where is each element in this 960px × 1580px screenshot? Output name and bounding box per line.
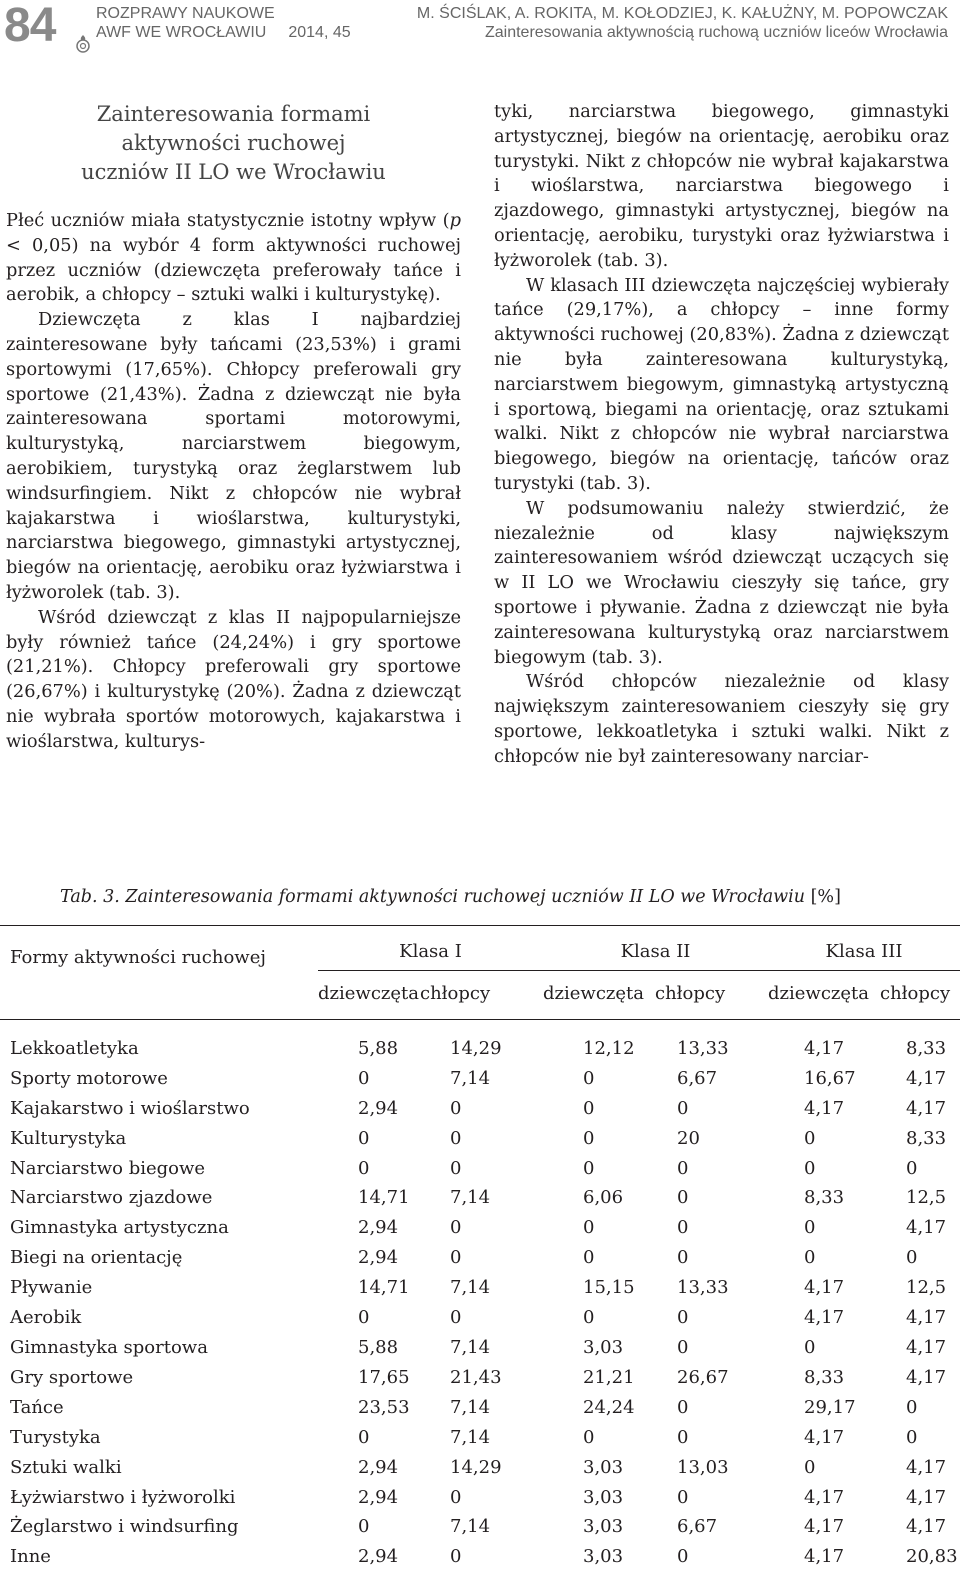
table-cell: 16,67 <box>804 1067 856 1089</box>
sub-header: chłopcy <box>420 971 543 1020</box>
table-cell: 0 <box>450 1486 462 1508</box>
page-number: 84 <box>4 0 56 52</box>
table-cell: 5,88 <box>358 1037 399 1059</box>
table-cell: 3,03 <box>583 1336 624 1358</box>
table-row <box>0 1183 960 1213</box>
table-cell: 14,71 <box>358 1277 410 1299</box>
table-cell: 4,17 <box>804 1097 845 1119</box>
table-row <box>0 1393 960 1423</box>
table-cell: 4,17 <box>906 1456 947 1478</box>
table-cell: 2,94 <box>358 1097 399 1119</box>
table-body <box>0 1019 960 1572</box>
row-label: Kajakarstwo i wioślarstwo <box>10 1097 250 1119</box>
row-label: Żeglarstwo i windsurfing <box>10 1516 239 1538</box>
sub-header: chłopcy <box>655 971 768 1020</box>
table-cell: 21,21 <box>583 1366 635 1388</box>
table-cell: 4,17 <box>906 1097 947 1119</box>
running-header <box>417 4 948 42</box>
table-cell: 0 <box>450 1127 462 1149</box>
table-cell: 0 <box>358 1307 370 1329</box>
table-cell: 0 <box>906 1396 918 1418</box>
table-cell: 0 <box>358 1157 370 1179</box>
table-cell: 7,14 <box>450 1067 491 1089</box>
table-cell: 0 <box>677 1546 689 1568</box>
section-title-line: aktywności ruchowej <box>121 131 346 155</box>
table-cell: 12,5 <box>906 1277 947 1299</box>
table-cell: 13,33 <box>677 1277 729 1299</box>
table-cell: 13,03 <box>677 1456 729 1478</box>
table-cell: 4,17 <box>804 1307 845 1329</box>
row-label: Sporty motorowe <box>10 1067 168 1089</box>
sub-header: chłopcy <box>880 971 960 1020</box>
table-cell: 0 <box>583 1307 595 1329</box>
table-cell: 23,53 <box>358 1396 410 1418</box>
row-label: Biegi na orientację <box>10 1247 183 1269</box>
table-cell: 26,67 <box>677 1366 729 1388</box>
table-cell: 0 <box>677 1426 689 1448</box>
table-cell: 2,94 <box>358 1546 399 1568</box>
row-label: Sztuki walki <box>10 1456 122 1478</box>
table-cell: 20 <box>677 1127 700 1149</box>
table-cell: 4,17 <box>906 1486 947 1508</box>
table-cell: 4,17 <box>804 1426 845 1448</box>
table-cell: 5,88 <box>358 1336 399 1358</box>
table-cell: 0 <box>677 1336 689 1358</box>
sub-header: dziewczęta <box>318 971 420 1020</box>
row-label: Narciarstwo biegowe <box>10 1157 206 1179</box>
table-cell: 4,17 <box>906 1307 947 1329</box>
table-cell: 14,29 <box>450 1456 502 1478</box>
table-cell: 2,94 <box>358 1456 399 1478</box>
table-cell: 0 <box>804 1336 816 1358</box>
row-label: Inne <box>10 1546 51 1568</box>
row-label: Kulturystyka <box>10 1127 127 1149</box>
table-cell: 0 <box>358 1426 370 1448</box>
table-cell: 0 <box>583 1067 595 1089</box>
paragraph: W podsumowaniu należy stwierdzić, że niezależnie od klasy największym zainteresowaniem wśród dziewcząt uczących się w II LO we Wrocławiu cieszyły się tańce, gry sportowe i pływanie. Żadna z dziewcząt nie była zainteresowana kulturystyką oraz narciarstwem biegowym (tab. 3). <box>494 497 949 668</box>
table-cell: 4,17 <box>804 1546 845 1568</box>
table-row <box>0 1512 960 1542</box>
table-cell: 0 <box>677 1187 689 1209</box>
class-header: Klasa I <box>399 941 462 963</box>
year-volume: 2014, 45 <box>288 24 351 41</box>
table-cell: 24,24 <box>583 1396 635 1418</box>
table-cell: 0 <box>583 1157 595 1179</box>
table-cell: 6,06 <box>583 1187 624 1209</box>
paragraph: Wśród chłopców niezależnie od klasy największym zainteresowaniem cieszyły się gry sportowe, lekkoatletyka i sztuki walki. Nikt z chłopców nie był zainteresowany narciar- <box>494 671 949 767</box>
section-title-line: Zainteresowania formami <box>96 102 371 126</box>
paragraph: W klasach III dziewczęta najczęściej wybierały tańce (29,17%), a chłopcy – inne formy aktywności ruchowej (20,83%). Żadna z dziewcząt nie była zainteresowana kulturystyką, narciarstwem biegowym, gimnastyką artystyczną i sportową, biegami na orientację, oraz sztukami walki. Nikt z chłopców nie wybrał narciarstwa biegowego, biegów na orientację, tańców oraz turystyki (tab. 3). <box>494 274 949 494</box>
sub-header: dziewczęta <box>543 971 655 1020</box>
row-label: Lekkoatletyka <box>10 1037 139 1059</box>
table-cell: 4,17 <box>906 1067 947 1089</box>
table-cell: 0 <box>450 1546 462 1568</box>
row-label: Gimnastyka sportowa <box>10 1336 208 1358</box>
table-row <box>0 1243 960 1273</box>
table-cell: 0 <box>583 1217 595 1239</box>
table-row <box>0 1423 960 1453</box>
table-cell: 2,94 <box>358 1247 399 1269</box>
table-header-forms: Formy aktywności ruchowej <box>10 947 266 968</box>
table-cell: 20,83 <box>906 1546 958 1568</box>
right-column <box>494 100 949 770</box>
row-label: Aerobik <box>10 1307 82 1329</box>
table-caption: Tab. 3. Zainteresowania formami aktywności ruchowej uczniów II LO we Wrocławiu [%] <box>60 887 841 907</box>
table-row <box>0 1019 960 1063</box>
table-cell: 8,33 <box>804 1187 845 1209</box>
table-cell: 0 <box>906 1426 918 1448</box>
table-row <box>0 1094 960 1124</box>
table-cell: 8,33 <box>906 1037 947 1059</box>
section-title-line: uczniów II LO we Wrocławiu <box>81 160 386 184</box>
table-cell: 0 <box>677 1486 689 1508</box>
left-column <box>6 100 461 755</box>
table-cell: 0 <box>906 1157 918 1179</box>
table-row <box>0 1124 960 1154</box>
table-cell: 4,17 <box>804 1277 845 1299</box>
table-cell: 6,67 <box>677 1067 718 1089</box>
table-cell: 4,17 <box>804 1037 845 1059</box>
table-cell: 7,14 <box>450 1336 491 1358</box>
table-cell: 7,14 <box>450 1516 491 1538</box>
row-label: Tańce <box>10 1396 64 1418</box>
sub-header: dziewczęta <box>768 971 880 1020</box>
row-label: Łyżwiarstwo i łyżworolki <box>10 1486 236 1508</box>
table-cell: 4,17 <box>804 1486 845 1508</box>
table-row <box>0 1064 960 1094</box>
table-cell: 0 <box>804 1456 816 1478</box>
table-row <box>0 1453 960 1483</box>
row-label: Narciarstwo zjazdowe <box>10 1187 213 1209</box>
table-cell: 21,43 <box>450 1366 502 1388</box>
table-cell: 29,17 <box>804 1396 856 1418</box>
table-cell: 0 <box>677 1307 689 1329</box>
row-label: Pływanie <box>10 1277 93 1299</box>
table-cell: 13,33 <box>677 1037 729 1059</box>
table-cell: 0 <box>583 1426 595 1448</box>
table-cell: 0 <box>450 1307 462 1329</box>
table-cell: 0 <box>583 1097 595 1119</box>
table-cell: 8,33 <box>804 1366 845 1388</box>
table-cell: 14,29 <box>450 1037 502 1059</box>
table-cell: 0 <box>450 1247 462 1269</box>
data-table <box>0 925 960 1572</box>
table-row <box>0 1483 960 1513</box>
table-cell: 2,94 <box>358 1486 399 1508</box>
table-cell: 12,5 <box>906 1187 947 1209</box>
table-cell: 0 <box>677 1396 689 1418</box>
running-title: Zainteresowania aktywnością ruchową uczniów liceów Wrocławia <box>484 24 948 41</box>
table-cell: 14,71 <box>358 1187 410 1209</box>
table-cell: 0 <box>804 1247 816 1269</box>
table-row <box>0 1213 960 1243</box>
row-label: Turystyka <box>10 1426 101 1448</box>
table-cell: 4,17 <box>804 1516 845 1538</box>
table-cell: 7,14 <box>450 1396 491 1418</box>
table-cell: 4,17 <box>906 1516 947 1538</box>
table-row <box>0 1363 960 1393</box>
paragraph: Wśród dziewcząt z klas II najpopularniejsze były również tańce (24,24%) i gry sportowe (21,21%). Chłopcy preferowali gry sportowe (26,67%) i kulturystykę (20%). Żadna z dziewcząt nie wybrała sportów motorowych, kajakarstwa i wioślarstwa, kulturys- <box>6 606 461 752</box>
table-cell: 0 <box>677 1247 689 1269</box>
table-cell: 0 <box>804 1217 816 1239</box>
journal-logo-icon <box>74 34 92 54</box>
table-cell: 0 <box>906 1247 918 1269</box>
row-label: Gry sportowe <box>10 1366 134 1388</box>
table-cell: 7,14 <box>450 1426 491 1448</box>
table-cell: 2,94 <box>358 1217 399 1239</box>
table-cell: 15,15 <box>583 1277 635 1299</box>
authors: M. ŚCIŚLAK, A. ROKITA, M. KOŁODZIEJ, K. KAŁUŻNY, M. POPOWCZAK <box>416 5 948 22</box>
table-cell: 0 <box>358 1127 370 1149</box>
paragraph: Płeć uczniów miała statystycznie istotny wpływ (p < 0,05) na wybór 4 form aktywności ruchowej przez uczniów (dziewczęta preferowały tańce i aerobik, a chłopcy – sztuki walki i kulturystykę). <box>6 210 461 306</box>
journal-name <box>96 4 351 42</box>
table-cell: 3,03 <box>583 1546 624 1568</box>
table-cell: 0 <box>804 1157 816 1179</box>
table-row <box>0 1303 960 1333</box>
row-label: Gimnastyka artystyczna <box>10 1217 229 1239</box>
table-cell: 3,03 <box>583 1486 624 1508</box>
table-cell: 0 <box>358 1516 370 1538</box>
page-header <box>0 0 960 56</box>
paragraph: Dziewczęta z klas I najbardziej zainteresowane były tańcami (23,53%) i grami sportowymi (17,65%). Chłopcy preferowali gry sportowe (21,43%). Żadna z dziewcząt nie była zainteresowana sportami motorowymi, kulturystyką, narciarstwem biegowym, aerobikiem, turystyką oraz żeglarstwem lub windsurfingiem. Nikt z chłopców nie wybrał kajakarstwa i wioślarstwa, kulturystyki, narciarstwa biegowego, gimnastyki artystycznej, biegów na orientację, aerobiku oraz łyżwiarstwa i łyżworolek (tab. 3). <box>6 309 461 603</box>
table-cell: 3,03 <box>583 1516 624 1538</box>
table-cell: 0 <box>450 1097 462 1119</box>
table-row <box>0 1542 960 1572</box>
table-cell: 0 <box>677 1217 689 1239</box>
section-title <box>6 100 461 187</box>
table-cell: 8,33 <box>906 1127 947 1149</box>
table-row <box>0 1154 960 1184</box>
table-cell: 12,12 <box>583 1037 635 1059</box>
table-cell: 4,17 <box>906 1336 947 1358</box>
table-row <box>0 1273 960 1303</box>
table-cell: 0 <box>583 1247 595 1269</box>
table-cell: 7,14 <box>450 1277 491 1299</box>
table-cell: 3,03 <box>583 1456 624 1478</box>
class-header: Klasa II <box>620 941 691 963</box>
table-cell: 0 <box>804 1127 816 1149</box>
table-cell: 0 <box>583 1127 595 1149</box>
table-cell: 0 <box>358 1067 370 1089</box>
table-cell: 17,65 <box>358 1366 410 1388</box>
table-cell: 0 <box>450 1217 462 1239</box>
class-header: Klasa III <box>825 941 903 963</box>
table-cell: 0 <box>677 1157 689 1179</box>
journal-line-1: ROZPRAWY NAUKOWE <box>96 5 275 22</box>
table-row <box>0 1333 960 1363</box>
table-cell: 4,17 <box>906 1217 947 1239</box>
table-cell: 0 <box>677 1097 689 1119</box>
table-cell: 6,67 <box>677 1516 718 1538</box>
table-cell: 0 <box>450 1157 462 1179</box>
paragraph: tyki, narciarstwa biegowego, gimnastyki artystycznej, biegów na orientację, aerobiku oraz turystyki. Nikt z chłopców nie wybrał kajakarstwa i wioślarstwa, narciarstwa biegowego i zjazdowego, gimnastyki artystycznej, biegów na orientację, aerobiku, turystyki oraz łyżwiarstwa i łyżworolek (tab. 3). <box>494 101 949 271</box>
table-cell: 7,14 <box>450 1187 491 1209</box>
table-cell: 4,17 <box>906 1366 947 1388</box>
journal-line-2: AWF WE WROCŁAWIU <box>96 24 267 41</box>
